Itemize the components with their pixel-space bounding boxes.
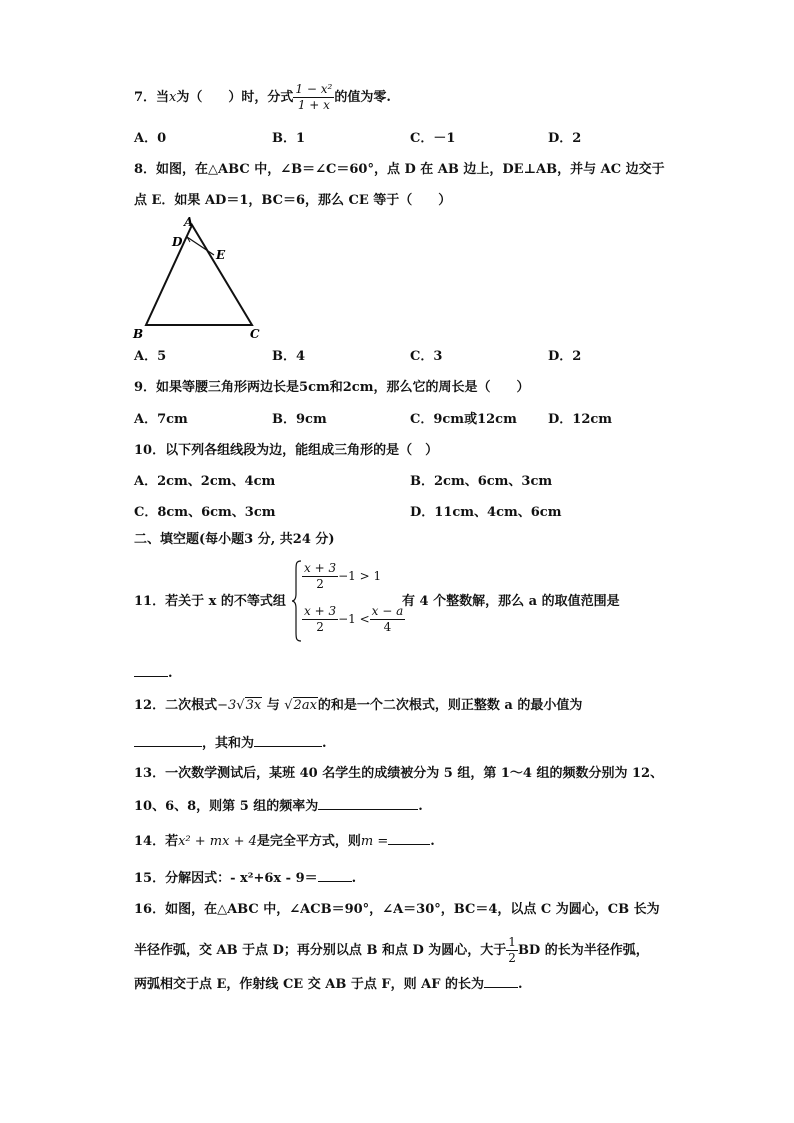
q7-option-a: A．0 [134,131,167,146]
q11-prefix: 11．若关于 x 的不等式组 [134,594,286,609]
q14-line [134,832,435,850]
q12-line2-mid: ，其和为 [202,736,255,751]
q12-suffix: 的和是一个二次根式，则正整数 a 的最小值为 [317,698,583,713]
q7-option-c: C．－1 [410,131,456,146]
q14-blank [388,832,430,845]
q12-expr1: −3√3x [217,698,262,713]
q11-row2-frac [302,604,338,635]
q7-mid: 为（ ）时，分式 [176,90,294,105]
q10-option-a: A．2cm、2cm、4cm [134,474,276,489]
q13-blank [318,797,418,810]
q7-prefix: 7．当 [134,90,170,105]
q13-line1: 13．一次数学测试后，某班 40 名学生的成绩被分为 5 组，第 1～4 组的频数分别为 12、 [134,766,664,781]
q16-line3 [134,975,523,993]
q10-option-c: C．8cm、6cm、3cm [134,505,276,520]
q11-answer-blank [134,664,168,677]
q16-fraction-num: 1 [508,935,516,949]
q16-line3-text: 两弧相交于点 E，作射线 CE 交 AB 于点 F，则 AF 的长为 [134,977,484,992]
label-a: A [184,215,194,229]
q11-row1 [302,561,381,592]
q14-expr2: m = [360,834,389,849]
q10-option-b: B．2cm、6cm、3cm [410,474,553,489]
q8-option-b: B．4 [272,349,306,364]
q11-row2-den: 2 [316,620,324,634]
q12-mid: 与 [266,698,280,713]
q12-blank-2 [254,734,322,747]
q7-suffix: 的值为零. [334,90,391,105]
q12-expr2-radicand: 2ax [293,698,317,713]
q7-fraction-den: 1 + x [297,98,330,112]
q12-expr1-radicand: 3x [245,698,262,713]
q11-row2 [302,604,405,635]
q7-fraction-num: 1 − x² [295,82,333,96]
q11-row2-num: x + 3 [304,604,337,618]
label-c: C [250,327,260,340]
q11-suffix: 有 4 个整数解，那么 a 的取值范围是 [402,594,620,609]
q11-inequality-system [292,560,412,642]
q16-end: . [518,977,523,992]
q9-line: 9．如果等腰三角形两边长是5cm和2cm，那么它的周长是（ ） [134,380,530,395]
q11-row2-den2: 4 [383,620,392,634]
q8-option-c: C．3 [410,349,443,364]
q9-option-a: A．7cm [134,412,188,427]
q7-option-d: D．2 [548,131,582,146]
q16-line1: 16．如图，在△ABC 中，∠ACB＝90°，∠A＝30°，BC＝4，以点 C 为圆心，CB 长为 [134,902,660,917]
q11-row1-num: x + 3 [304,561,337,575]
q16-line2 [134,935,649,966]
q7-option-b: B．1 [272,131,306,146]
q8-triangle-figure [130,215,280,340]
q8-option-a: A．5 [134,349,167,364]
q15-end: . [351,871,357,886]
q7-line [134,82,391,113]
q11-answer-line [134,664,173,682]
q10-option-d: D．11cm、4cm、6cm [410,505,562,520]
q12-blank-1 [134,734,202,747]
q11-row2-frac2 [370,604,406,635]
q11-row1-frac [302,561,338,592]
section2-title: 二、填空题(每小题3 分, 共24 分) [134,532,335,547]
q13-line2 [134,797,423,815]
q12-line1 [134,698,582,714]
label-d: D [172,235,183,249]
q16-line2-a: 半径作弧，交 AB 于点 D；再分别以点 B 和点 D 为圆心，大于 [134,943,507,958]
q13-line2-text: 10、6、8，则第 5 组的频率为 [134,799,319,814]
q9-option-c: C．9cm或12cm [410,412,517,427]
q15-blank [318,869,352,882]
q16-blank [484,975,518,988]
q16-fraction-den: 2 [508,951,516,965]
q12-expr2: √2ax [284,698,317,713]
q14-prefix: 14．若 [134,834,179,849]
q10-line: 10．以下列各组线段为边，能组成三角形的是（ ） [134,443,439,458]
q14-end: . [430,834,435,849]
q11-row1-rest: −1 > 1 [338,569,382,583]
q11-row2-mid: −1 < [338,612,370,626]
q11-end: . [168,666,173,681]
q12-end: . [322,736,327,751]
q13-end: . [418,799,423,814]
q15-prefix: 15．分解因式： [134,871,231,886]
q12-line2 [134,734,327,752]
q8-option-d: D．2 [548,349,582,364]
q11-row1-den: 2 [316,577,324,591]
label-e: E [216,248,226,262]
brace-icon [292,560,302,642]
q8-line1: 8．如图，在△ABC 中，∠B＝∠C＝60°，点 D 在 AB 边上，DE⊥AB，并与 AC 边交于 [134,162,665,177]
q15-line [134,869,356,887]
q14-mid: 是完全平方式，则 [256,834,361,849]
q15-expr: - x²+6x - 9＝ [230,871,318,886]
q9-option-b: B．9cm [272,412,327,427]
q16-line2-b: BD 的长为半径作弧， [517,943,649,958]
triangle-abc [146,225,252,325]
q11-row2-num2: x − a [371,604,404,618]
q8-line2: 点 E．如果 AD＝1，BC＝6，那么 CE 等于（ ） [134,193,452,208]
label-b: B [133,327,144,340]
q7-var: x [169,90,177,105]
q12-expr1-coef: −3 [217,698,237,713]
q9-option-d: D．12cm [548,412,613,427]
q7-fraction [293,82,334,113]
q12-prefix: 12．二次根式 [134,698,218,713]
q16-fraction [506,935,518,966]
q14-expr: x² + mx + 4 [178,834,257,849]
